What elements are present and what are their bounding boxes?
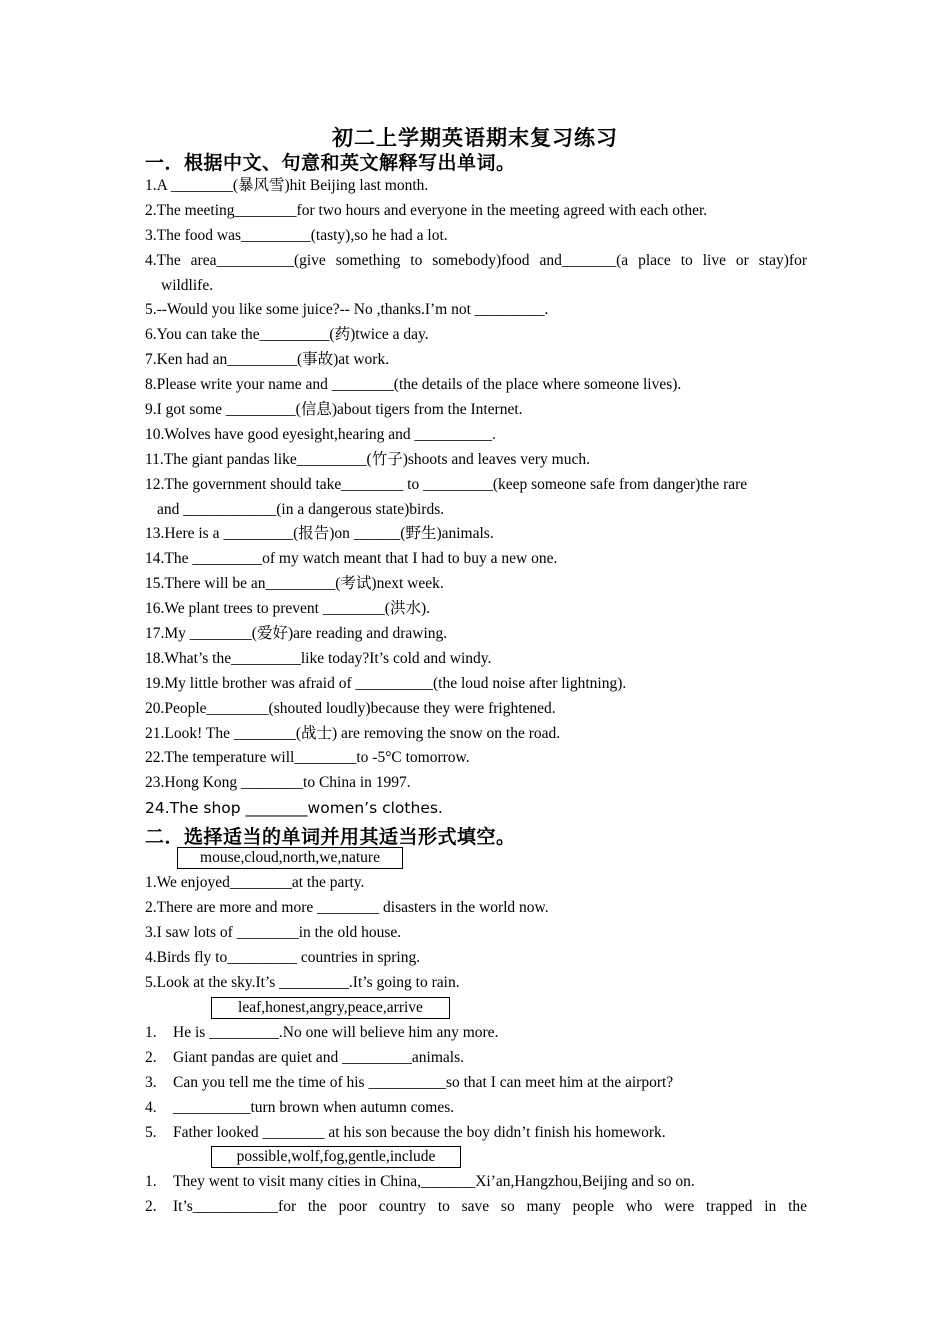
question-text: __________turn brown when autumn comes. — [173, 1098, 455, 1116]
question-line: 14.The _________of my watch meant that I had to buy a new one. — [145, 550, 558, 568]
question-line: 23.Hong Kong ________to China in 1997. — [145, 774, 411, 792]
question-line: 5.--Would you like some juice?-- No ,thanks.I’m not _________. — [145, 301, 549, 319]
question-line: 2.The meeting________for two hours and everyone in the meeting agreed with each other. — [145, 201, 708, 219]
item-number: 2. — [145, 1048, 157, 1066]
question-text: He is _________.No one will believe him any more. — [173, 1024, 499, 1041]
question-line: 3.The food was_________(tasty),so he had a lot. — [145, 226, 448, 244]
item-number: 1. — [145, 1024, 157, 1041]
item-number: 4. — [145, 1098, 157, 1116]
question-line: 21.Look! The ________(战士) are removing the snow on the road. — [145, 724, 561, 742]
question-line: 3.I saw lots of ________in the old house. — [145, 923, 402, 941]
question-text: Can you tell me the time of his __________so that I can meet him at the airport? — [173, 1073, 674, 1091]
numbered-line — [145, 1096, 807, 1121]
question-text: It’s___________for the poor country to save so many people who were trapped in the — [173, 1197, 807, 1215]
question-line: 4.Birds fly to_________ countries in spring. — [145, 948, 421, 966]
question-line-continuation: and ____________(in a dangerous state)birds. — [157, 500, 445, 518]
section2-heading: 二．选择适当的单词并用其适当形式填空。 — [145, 826, 516, 848]
question-text: Giant pandas are quiet and _________animals. — [173, 1048, 464, 1066]
question-line: 10.Wolves have good eyesight,hearing and __________. — [145, 425, 496, 443]
question-line: 9.I got some _________(信息)about tigers from the Internet. — [145, 401, 523, 419]
section2-group3 — [145, 1170, 807, 1220]
question-text: Father looked ________ at his son because the boy didn’t finish his homework. — [173, 1123, 666, 1141]
question-line: 1.We enjoyed________at the party. — [145, 874, 365, 891]
numbered-line — [145, 1071, 807, 1096]
question-line: 1.A ________(暴风雪)hit Beijing last month. — [145, 177, 429, 194]
question-line: 5.Look at the sky.It’s _________.It’s going to rain. — [145, 973, 460, 991]
question-line: 19.My little brother was afraid of __________(the loud noise after lightning). — [145, 674, 627, 692]
question-text: They went to visit many cities in China,_______Xi’an,Hangzhou,Beijing and so on. — [173, 1173, 695, 1190]
section1-questions — [145, 174, 807, 821]
question-line: 17.My ________(爱好)are reading and drawing. — [145, 625, 448, 643]
item-number: 1. — [145, 1173, 157, 1190]
section1-heading: 一．根据中文、句意和英文解释写出单词。 — [145, 152, 516, 174]
question-line: 4.The area__________(give something to somebody)food and_______(a place to live or stay)for — [145, 251, 807, 269]
question-line-continuation: wildlife. — [161, 276, 214, 294]
item-number: 3. — [145, 1073, 157, 1091]
question-line: 2.There are more and more ________ disasters in the world now. — [145, 898, 549, 916]
question-line: 18.What’s the_________like today?It’s cold and windy. — [145, 649, 492, 667]
question-line: 15.There will be an_________(考试)next week. — [145, 575, 444, 593]
question-line: 8.Please write your name and ________(the details of the place where someone lives). — [145, 376, 682, 394]
numbered-line — [145, 1195, 807, 1220]
question-line: 7.Ken had an_________(事故)at work. — [145, 351, 390, 369]
numbered-line — [145, 1021, 807, 1046]
word-bank-box-2: leaf,honest,angry,peace,arrive — [211, 997, 450, 1019]
question-line: 6.You can take the_________(药)twice a day. — [145, 326, 429, 344]
numbered-line — [145, 1170, 807, 1195]
word-bank-box-1: mouse,cloud,north,we,nature — [177, 847, 403, 869]
page-title: 初二上学期英语期末复习练习 — [332, 126, 618, 150]
question-line: 22.The temperature will________to -5°C tomorrow. — [145, 749, 470, 767]
question-line: 24.The shop ________women’s clothes. — [145, 799, 443, 818]
item-number: 2. — [145, 1197, 157, 1215]
question-line: 20.People________(shouted loudly)because they were frightened. — [145, 699, 556, 717]
item-number: 5. — [145, 1123, 157, 1141]
question-line: 12.The government should take________ to _________(keep someone safe from danger)the rare — [145, 475, 748, 493]
section2-group2 — [145, 1021, 807, 1145]
section2-group1 — [145, 871, 807, 995]
word-bank-box-3: possible,wolf,fog,gentle,include — [211, 1146, 461, 1168]
question-line: 11.The giant pandas like_________(竹子)shoots and leaves very much. — [145, 450, 590, 468]
question-line: 13.Here is a _________(报告)on ______(野生)animals. — [145, 525, 494, 543]
numbered-line — [145, 1046, 807, 1071]
question-line: 16.We plant trees to prevent ________(洪水). — [145, 600, 431, 618]
numbered-line — [145, 1121, 807, 1146]
